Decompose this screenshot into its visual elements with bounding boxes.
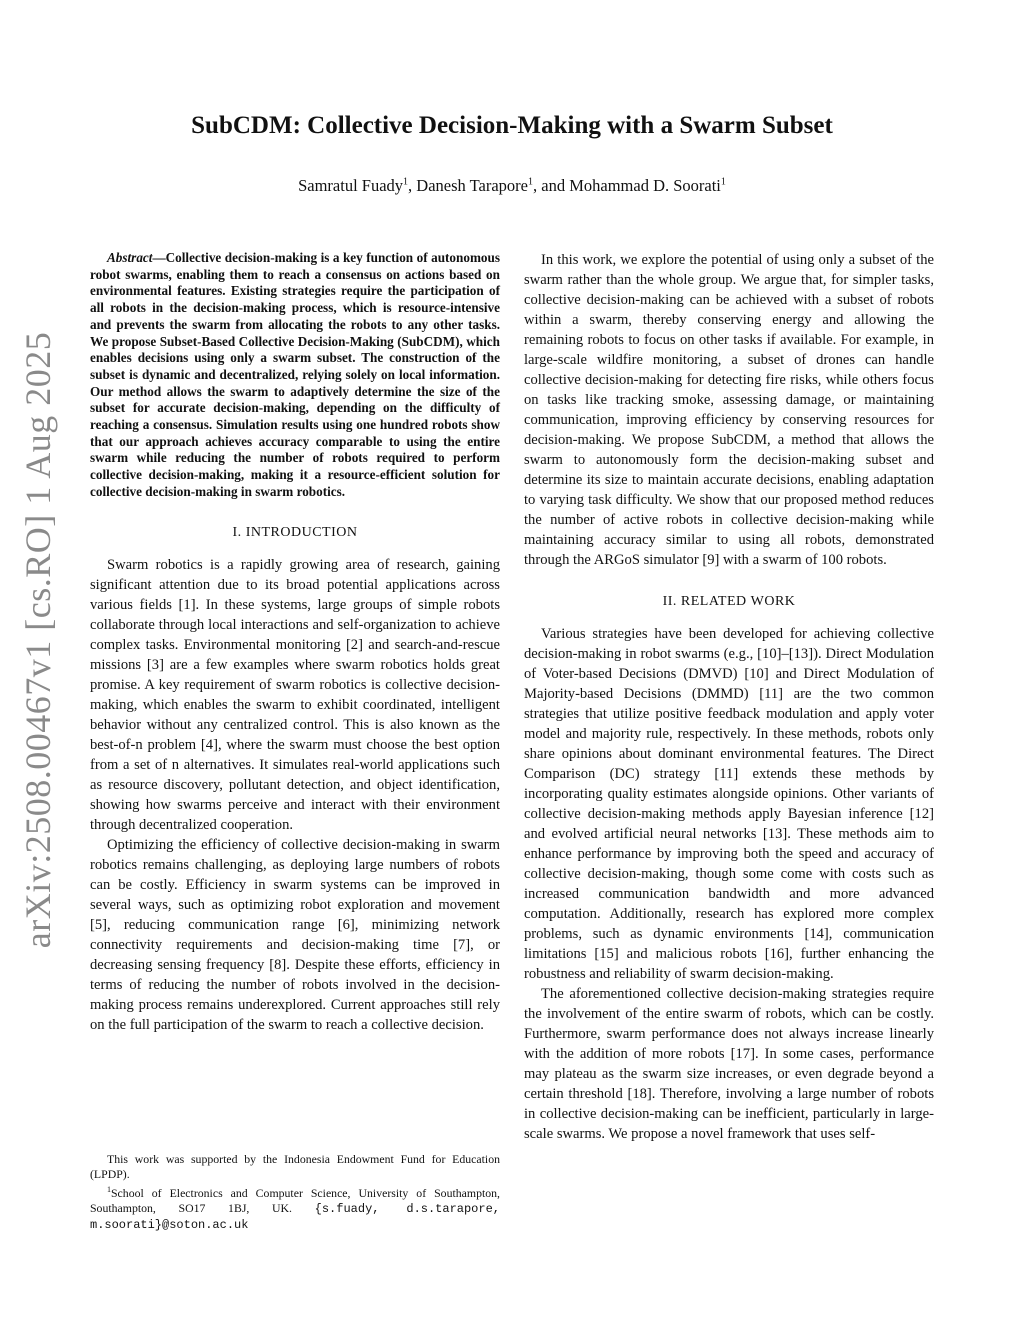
author-name: Mohammad D. Soorati [569, 176, 721, 195]
paper-title: SubCDM: Collective Decision-Making with a Swarm Subset [191, 112, 833, 139]
section-heading-introduction: I. INTRODUCTION [232, 524, 358, 540]
author-name: Samratul Fuady [298, 176, 404, 195]
right-column [524, 250, 934, 1144]
arxiv-identifier-stamp [8, 250, 68, 1030]
affiliation-mark: 1 [107, 1185, 111, 1194]
footnotes [90, 1152, 500, 1233]
affiliation-mark: 1 [403, 176, 409, 188]
affiliation-mark: 1 [528, 176, 533, 188]
intro-paragraph-2: Optimizing the efficiency of collective decision-making in swarm robotics remains challenging, as deploying large numbers of robots can be costly. Efficiency in swarm systems can be improved in several ways, such as optimizing robot exploration and movement [5], reducing communication range [6], minimizing network connectivity requirements and decision-making time [7], or decreasing sensing frequency [8]. Despite these efforts, efficiency in terms of reducing the number of robots involved in the decision-making process remains underexplored. Current approaches still rely on the full participation of the swarm to reach a collective decision. [90, 836, 500, 1033]
affiliation-mark: 1 [720, 176, 726, 188]
section-heading-related-work: II. RELATED WORK [662, 594, 796, 609]
author-list: Samratul Fuady$^1$, Danesh Tarapore$^1$, and Mohammad D. Soorati$^1$ [298, 176, 726, 195]
related-paragraph-1: Various strategies have been developed for achieving collective decision-making in robot swarms (e.g., [10]–[13]). Direct Modulation of Voter-based Decisions (DMVD) [10] and Direct Modulation of Majority-based Decisions (DMMD) [11] are the two common strategies that utilize positive feedback modulation and apply voter model and majority rule, respectively. In these methods, robots only share opinions about dominant environmental features. The Direct Comparison (DC) strategy [11] extends these methods by incorporating quality estimates alongside opinions. Other variants of collective decision-making methods apply Bayesian inference [12] and evolved artificial neural networks [13]. These methods aim to enhance performance by improving both the speed and accuracy of collective decision-making, though some come with costs such as increased communication bandwidth and more advanced computation. Additionally, research has explored more complex problems, such as dynamic environments [14], communication limitations [15] and malicious robots [16], further enhancing the robustness and reliability of swarm decision-making. [524, 626, 934, 982]
abstract-label: Abstract [107, 250, 153, 265]
intro-paragraph-1: Swarm robotics is a rapidly growing area of research, gaining significant attention due to its broad potential applications across various fields [1]. In these systems, large groups of simple robots collaborate through local interactions and self-organization to achieve complex tasks. Environmental monitoring [2] and search-and-rescue missions [3] are a few examples where swarm robotics holds great promise. A key requirement of swarm robotics is collective decision-making, which enables the swarm to exhibit coordinated, intelligent behavior without any centralized control. This is also known as the best-of-n problem [4], where the swarm must choose the best option from a set of n alternatives. It simulates real-world applications such as resource discovery, pollutant detection, and object identification, showing how swarms perceive and interact with their environment through decentralized cooperation. [90, 556, 500, 833]
related-paragraph-2: The aforementioned collective decision-making strategies require the involvement of the entire swarm of robots, which can be costly. Furthermore, swarm performance does not always increase linearly with the addition of more robots [17]. In some cases, performance may plateau as the swarm size increases, or even degrade beyond a certain threshold [18]. Therefore, involving a large number of robots in collective decision-making can be inefficient, particularly in large-scale swarms. We propose a novel framework that uses self- [524, 986, 934, 1142]
arxiv-identifier-text: arXiv:2508.00467v1 [cs.RO] 1 Aug 2025 [18, 331, 58, 949]
funding-footnote: This work was supported by the Indonesia Endowment Fund for Education (LPDP). [90, 1152, 500, 1181]
abstract-text: Collective decision-making is a key function of autonomous robot swarms, enabling them to reach a consensus on actions based on environmental features. Existing strategies require the participation of all robots in the decision-making process, which is resource-intensive and prevents the swarm from allocating the robots to any other tasks. We propose Subset-Based Collective Decision-Making (SubCDM), which enables decisions using only a swarm subset. The construction of the subset is dynamic and decentralized, relying solely on local information. Our method allows the swarm to adaptively determine the size of the subset for accurate decision-making, depending on the difficulty of reaching a consensus. Simulation results using one hundred robots show that our approach achieves accuracy comparable to using the entire swarm while reducing the number of robots required to perform collective decision-making, making it a resource-efficient solution for collective decision-making in swarm robotics. [90, 250, 500, 499]
abstract: Abstract—Collective decision-making is a key function of autonomous robot swarms, enabling them to reach a consensus on actions based on environmental features. Existing strategies require the participation of all robots in the decision-making process, which is resource-intensive and prevents the swarm from allocating the robots to any other tasks. We propose Subset-Based Collective Decision-Making (SubCDM), which enables decisions using only a swarm subset. The construction of the subset is dynamic and decentralized, relying solely on local information. Our method allows the swarm to adaptively determine the size of the subset for accurate decision-making, depending on the difficulty of reaching a consensus. Simulation results using one hundred robots show that our approach achieves accuracy comparable to using the entire swarm while reducing the number of robots required to perform collective decision-making, making it a resource-efficient solution for collective decision-making in swarm robotics. [90, 250, 500, 499]
author-name: Danesh Tarapore [416, 176, 528, 195]
left-column [90, 250, 500, 1035]
intro-paragraph-3: In this work, we explore the potential of using only a subset of the swarm rather than the whole group. We argue that, for simpler tasks, collective decision-making can be achieved with a subset of robots within a swarm, thereby conserving energy and allowing the remaining robots to focus on other tasks if available. For example, in large-scale wildfire monitoring, a subset of drones can handle collective decision-making for detecting fire risks, while others focus on tasks like tracking smoke, assessing damage, or maintaining communication, improving efficiency by conserving resources for decision-making. We propose SubCDM, a method that allows the swarm to autonomously form the decision-making subset and determine its size to maintain accurate decisions, enabling adaptation to varying task difficulty. We show that our proposed method reduces the number of active robots in collective decision-making while maintaining accuracy similar to using all robots, demonstrated through the ARGoS simulator [9] with a swarm of 100 robots. [524, 252, 934, 568]
affiliation-footnote: $^1$School of Electronics and Computer Science, University of Southampton, Southampton, SO17 1BJ, UK. {s.fuady, d.s.tarapore, m.soorati}@soton.ac.uk [90, 1185, 500, 1232]
author-emails: {s.fuady, d.s.tarapore, m.soorati}@soton.ac.uk [90, 1201, 500, 1232]
